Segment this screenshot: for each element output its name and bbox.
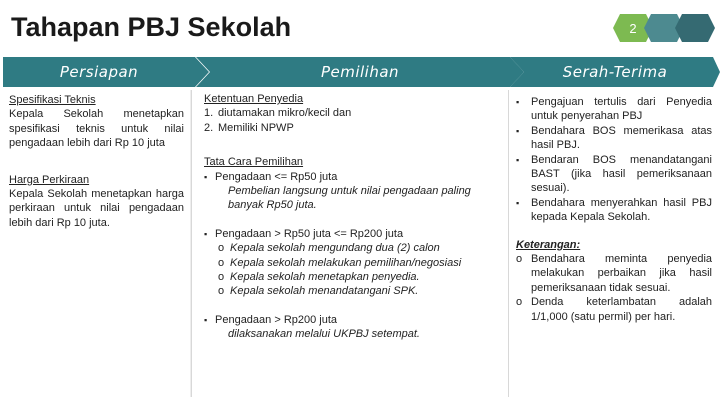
- b1-note: Pembelian langsung untuk nilai pengadaan paling banyak Rp50 juta.: [228, 185, 471, 212]
- serah-terima-column: [510, 90, 720, 397]
- column-divider: [191, 90, 192, 397]
- bullet-icon: ▪: [516, 154, 520, 165]
- bullet-icon: ▪: [204, 171, 208, 182]
- bullet-icon: ▪: [204, 314, 208, 325]
- note-heading: Keterangan:: [516, 238, 581, 251]
- bullet-icon: ▪: [204, 228, 208, 239]
- bullet-icon: ▪: [516, 197, 520, 208]
- page-number: 2: [629, 20, 637, 36]
- page-badges: [612, 13, 716, 43]
- list-item: ▪ Pengajuan tertulis dari Penyedia untuk penyerahan PBJ: [516, 96, 712, 123]
- price-heading: Harga Perkiraan: [9, 173, 90, 186]
- header-pemilihan: [196, 57, 524, 87]
- list-item: o Kepala sekolah menandatangani SPK.: [218, 285, 419, 298]
- list-item: o Bendahara meminta penyedia melakukan perbaikan jika hasil pemeriksanaan tidak sesuai.: [516, 253, 712, 294]
- list-item: ▪ Pengadaan <= Rp50 juta: [204, 170, 338, 183]
- header-serah-terima-label: Serah-Terima: [562, 63, 668, 81]
- method-heading: Tata Cara Pemilihan: [204, 156, 304, 169]
- header-pemilihan-label: Pemilihan: [320, 63, 400, 81]
- provider-heading: Ketentuan Penyedia: [204, 93, 304, 105]
- spec-text: Kepala Sekolah menetapkan spesifikasi teknis untuk nilai pengadaan lebih dari Rp 10 juta: [9, 108, 184, 150]
- badge-hexagon-3: [674, 13, 716, 43]
- list-item: o Denda keterlambatan adalah 1/1,000 (satu permil) per hari.: [516, 296, 712, 323]
- bullet-icon: ▪: [516, 125, 520, 136]
- spec-heading: Spesifikasi Teknis: [9, 94, 96, 106]
- list-item: ▪ Pengadaan > Rp50 juta <= Rp200 juta: [204, 227, 404, 240]
- header-persiapan: [3, 57, 209, 87]
- hexagon-icon: [674, 13, 716, 43]
- header-serah-terima: [510, 57, 720, 87]
- b3-note: dilaksanakan melalui UKPBJ setempat.: [228, 328, 420, 341]
- price-text: Kepala Sekolah menetapkan harga perkiraan untuk nilai pengadaan lebih dari Rp 10 juta.: [9, 188, 184, 229]
- bullet-icon: ▪: [516, 97, 520, 107]
- list-item: ▪ Bendahara BOS memerikasa atas hasil PBJ.: [516, 124, 712, 152]
- list-item: o Kepala sekolah mengundang dua (2) calon: [218, 242, 440, 255]
- persiapan-column: [3, 90, 191, 397]
- pemilihan-column: [196, 90, 506, 397]
- list-item: o Kepala sekolah melakukan pemilihan/negosiasi: [218, 256, 462, 269]
- list-item: ▪ Bendahara menyerahkan hasil PBJ kepada Kepala Sekolah.: [516, 196, 712, 224]
- page-title: Tahapan PBJ Sekolah: [11, 12, 292, 42]
- list-item: o Kepala sekolah menetapkan penyedia.: [218, 271, 420, 284]
- list-item: ▪ Bendaran BOS menandatangani BAST (jika hasil pemeriksanaan sesuai).: [516, 153, 712, 195]
- list-item: 2. Memiliki NPWP: [204, 121, 294, 134]
- column-divider: [508, 90, 509, 397]
- list-item: 1. diutamakan mikro/kecil dan: [204, 107, 352, 120]
- header-persiapan-label: Persiapan: [59, 63, 139, 81]
- list-item: ▪ Pengadaan > Rp200 juta: [204, 313, 338, 326]
